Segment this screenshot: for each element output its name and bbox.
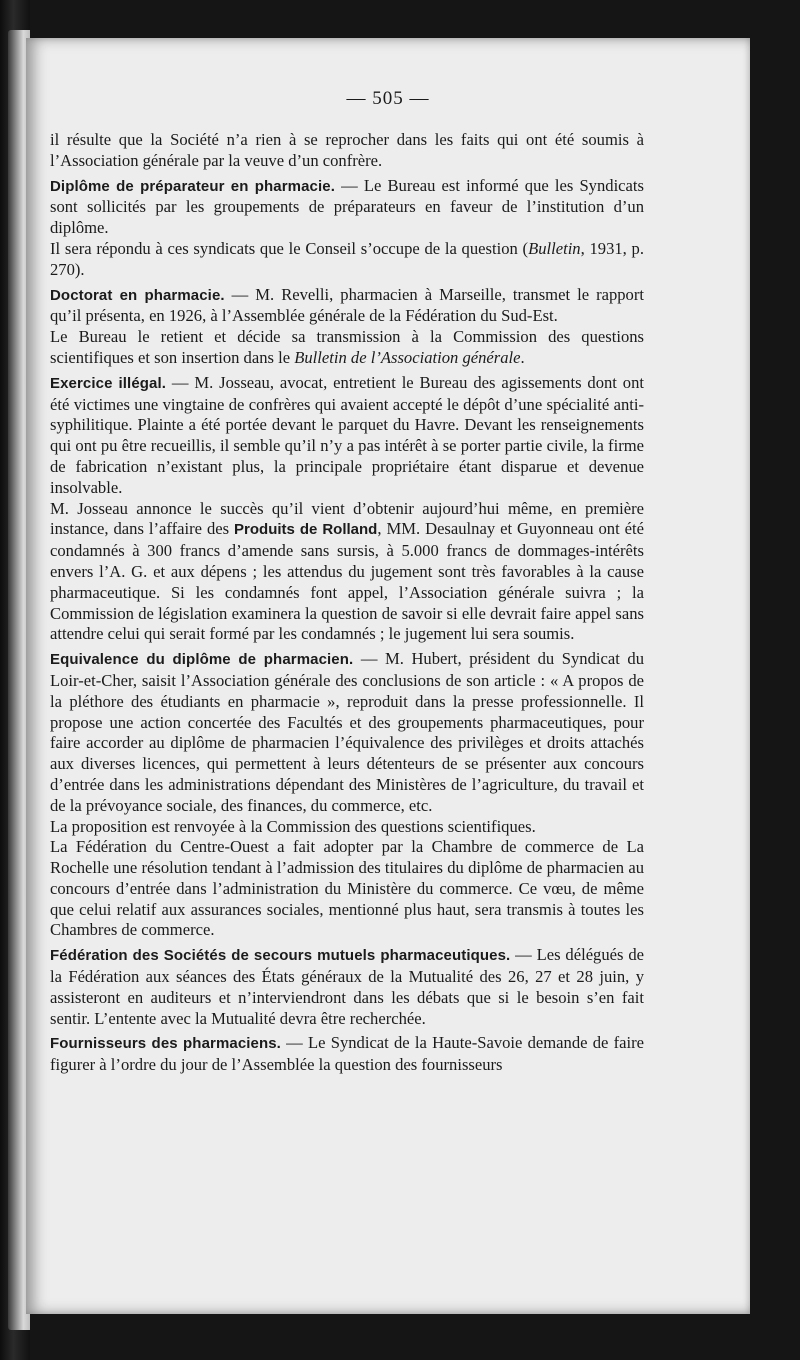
paragraph: il résulte que la Société n’a rien à se reprocher dans les faits qui ont été soumis à l’Association générale par la veuve d’un confrère. — [50, 130, 644, 170]
italic-reference: Bulletin — [528, 238, 581, 258]
text-run: Le Bureau le retient et décide sa transmission à la Commission des questions scientifiques et son insertion dans le — [50, 327, 644, 367]
section-heading: Fédération des Sociétés de secours mutuels pharmaceutiques. — [50, 947, 511, 965]
section-text: — Le Syndicat de la Haute-Savoie demande de faire figurer à l’ordre du jour de l’Assemblée la question des fournisseurs — [50, 1033, 644, 1075]
section-text: — M. Hubert, président du Syndicat du Loir-et-Cher, saisit l’Association générale des conclusions de son article : « A propos de la pléthore des étudiants en pharmacie », reproduit dans la presse professionnelle. Il propose une action concertée des Facultés et des groupements pharmaceutiques, pour faire accorder au diplôme de pharmacien l’équivalence des privilèges et droits attachés aux diverses licences, qui permettent à leurs détenteurs de se présenter aux concours d’entrée dans les administrations dépendant des Ministères de l’agriculture, du travail et de la prévoyance sociale, des finances, du commerce, etc. — [50, 649, 644, 815]
text-run: , MM. Desaulnay et Guyonneau ont été condamnés à 300 francs d’amende sans sursis, à 5.000 francs de dommages-intérêts envers l’A. G. et aux dépens ; les attendus du jugement sont très favorables à la cause pharmaceutique. Si les condamnés font appel, l’Association générale suivra ; la Commission de législation examinera la question de savoir si elle devrait faire appel sans attendre celui qui serait formé par les condamnés ; le jugement lui sera soumis. — [50, 519, 644, 644]
section-heading: Diplôme de préparateur en pharmacie. — [50, 177, 335, 195]
section-equivalence — [50, 649, 644, 816]
section-fournisseurs — [50, 1033, 644, 1076]
section-heading: Fournisseurs des pharmaciens. — [50, 1035, 281, 1053]
section-heading: Exercice illégal. — [50, 374, 166, 392]
section-heading: Equivalence du diplôme de pharmacien. — [50, 651, 354, 669]
page-body — [50, 130, 644, 1076]
text-run: , 1931, p. 270). — [50, 238, 645, 279]
section-federation — [50, 945, 644, 1029]
text-run: M. Josseau annonce le succès qu’il vient d’obtenir aujourd’hui même, en première instance, dans l’affaire des — [50, 498, 644, 539]
section-doctorat — [50, 285, 644, 328]
text-run: Il sera répondu à ces syndicats que le Conseil s’occupe de la question ( — [50, 238, 529, 258]
page-number: — 505 — — [346, 88, 430, 109]
text-run: . — [520, 347, 525, 367]
document-page — [26, 38, 750, 1314]
paragraph: La proposition est renvoyée à la Commission des questions scientifiques. — [50, 816, 536, 836]
paragraph — [50, 499, 644, 646]
section-text: — M. Josseau, avocat, entretient le Bureau des agissements dont ont été victimes une vingtaine de confrères qui avaient accepté le dépôt d’une spécialité anti-syphilitique. Plainte a été portée devant le parquet du Havre. Devant les renseignements qui ont pu être recueillis, il semble qu’il n’y a pas intérêt à se porter partie civile, la firme de fabrication n’existant plus, la principale propriétaire étant disparue et devenue insolvable. — [50, 372, 644, 497]
section-heading: Doctorat en pharmacie. — [50, 286, 225, 304]
paragraph — [50, 327, 644, 369]
bold-name: Produits de Rolland — [234, 521, 378, 539]
section-text: — M. Revelli, pharmacien à Marseille, transmet le rapport qu’il présenta, en 1926, à l’Assemblée générale de la Fédération du Sud-Est. — [50, 284, 644, 326]
paragraph — [50, 239, 644, 281]
section-text: — Le Bureau est informé que les Syndicats sont sollicités par les groupements de préparateurs en faveur de l’institution d’un diplôme. — [50, 175, 644, 238]
paragraph: La Fédération du Centre-Ouest a fait adopter par la Chambre de commerce de La Rochelle une résolution tendant à l’admission des titulaires du diplôme de pharmacien au concours d’entrée dans l’administration du Ministère du commerce. Ce vœu, de même que celui relatif aux assurances sociales, mentionné plus haut, sera transmis à toutes les Chambres de commerce. — [50, 837, 644, 940]
italic-reference: Bulletin de l’Association générale — [294, 347, 521, 367]
section-exercice-illegal — [50, 373, 644, 499]
section-diplome-preparateur — [50, 176, 644, 239]
section-text: — Les délégués de la Fédération aux séances des États généraux de la Mutualité des 26, 27 et 28 juin, y assisteront en auditeurs et n’interviendront dans les débats que si le besoin s’en fait sentir. L’entente avec la Mutualité devra être recherchée. — [50, 945, 644, 1028]
